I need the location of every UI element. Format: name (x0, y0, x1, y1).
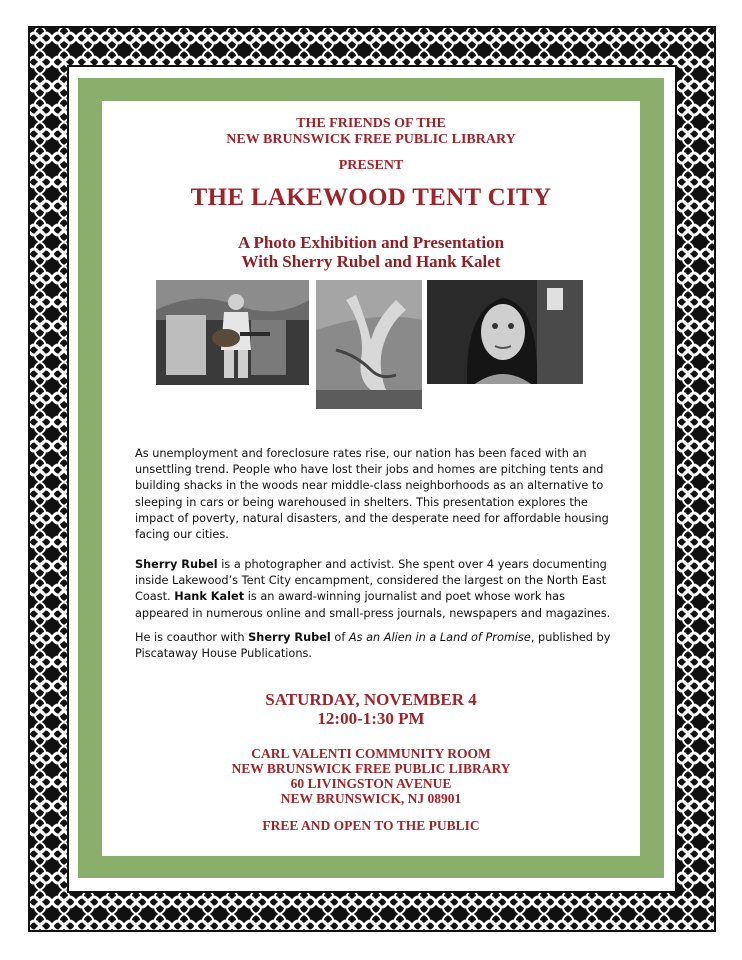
event-time: 12:00-1:30 PM (317, 709, 425, 728)
admission-note: FREE AND OPEN TO THE PUBLIC (262, 818, 480, 833)
photo-hands (316, 280, 422, 409)
event-location (102, 746, 640, 806)
coauthor-text-1: He is coauthor with (135, 631, 249, 644)
photo-guitar-player (156, 280, 309, 385)
presenter-heading (102, 116, 640, 148)
bio-text-sherry: is a photographer and activist. She spent over 4 years documenting inside Lakewood’s Tent City encampment, considered the largest on the North East Coast. (135, 558, 607, 604)
location-street: 60 LIVINGSTON AVENUE (290, 776, 452, 791)
bio-name-hank: Hank Kalet (174, 590, 245, 604)
event-title: THE LAKEWOOD TENT CITY (190, 184, 552, 211)
book-title: As an Alien in a Land of Promise (348, 631, 531, 644)
photo-woman-portrait (427, 280, 583, 384)
subtitle-line-1: A Photo Exhibition and Presentation (237, 233, 505, 252)
coauthor-paragraph (135, 630, 615, 662)
location-room: CARL VALENTI COMMUNITY ROOM (251, 746, 491, 761)
friends-line-1: THE FRIENDS OF THE (296, 116, 446, 131)
location-library: NEW BRUNSWICK FREE PUBLIC LIBRARY (231, 761, 511, 776)
bio-name-sherry: Sherry Rubel (135, 558, 218, 571)
description-text: As unemployment and foreclosure rates rise, our nation has been faced with an unsettling trend. People who have lost their jobs and homes are pitching tents and building shacks in the woods near middle-class neighborhoods as an alternative to sleeping in cars or being warehoused in shelters. This presentation explores the impact of poverty, natural disasters, and the desperate need for affordable housing facing our cities. (135, 447, 609, 542)
event-date: SATURDAY, NOVEMBER 4 (265, 690, 477, 709)
subtitle-line-2: With Sherry Rubel and Hank Kalet (241, 252, 501, 271)
event-datetime (102, 690, 640, 728)
bio-text-hank: is an award-winning journalist and poet whose work has appeared in numerous online and small-press journals, newspapers and magazines. (135, 590, 611, 620)
coauthor-text-3: , published by Piscataway House Publications. (135, 631, 611, 661)
friends-line-2: NEW BRUNSWICK FREE PUBLIC LIBRARY (226, 132, 516, 147)
bio-paragraph (135, 557, 615, 622)
coauthor-name: Sherry Rubel (248, 631, 331, 644)
location-city: NEW BRUNSWICK, NJ 08901 (280, 791, 462, 806)
coauthor-text-2: of (330, 631, 349, 644)
event-subtitle (102, 233, 640, 271)
present-label: PRESENT (338, 158, 404, 173)
description-paragraph (135, 446, 615, 543)
